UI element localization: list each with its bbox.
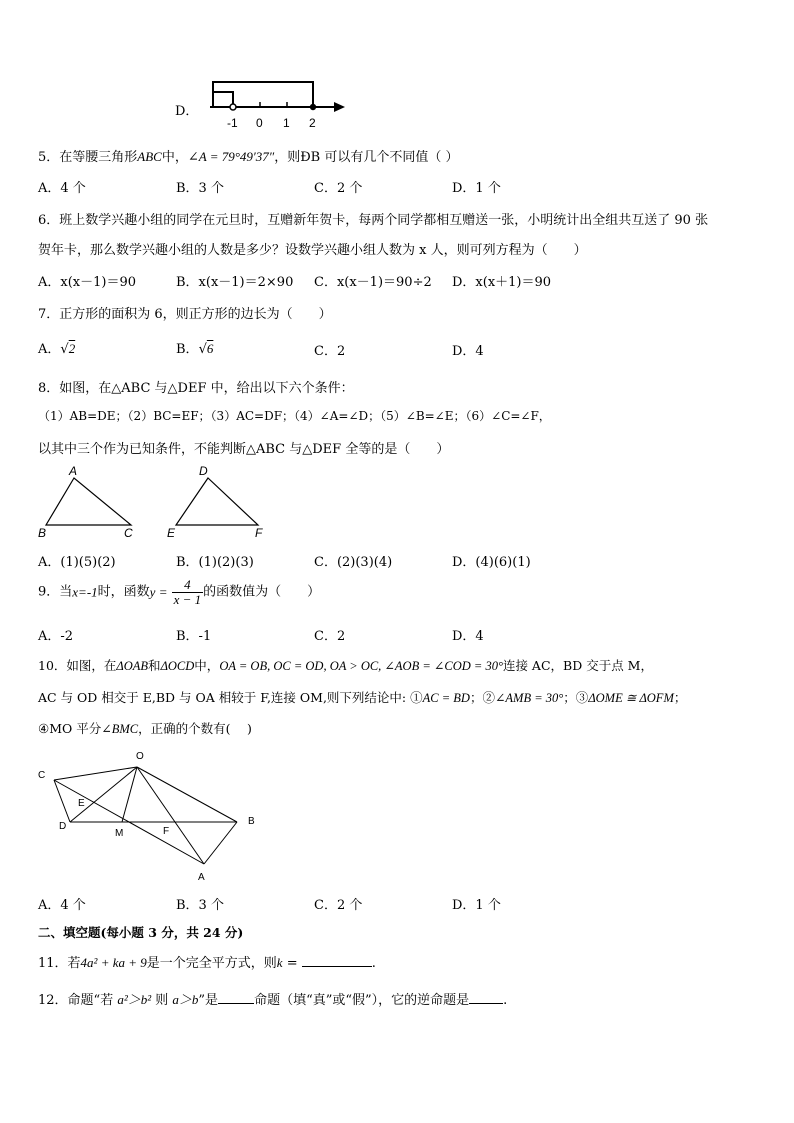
q6-stem-line1: 6．班上数学兴趣小组的同学在元旦时，互赠新年贺卡，每两个同学都相互赠送一张，小明统计出全组共互送了 90 张 bbox=[38, 213, 709, 228]
q5-option-c[interactable]: C．2 个 bbox=[314, 181, 363, 196]
point-m: M bbox=[115, 828, 124, 839]
q9-option-b[interactable]: B．-1 bbox=[176, 629, 212, 644]
vertex-f: F bbox=[255, 526, 263, 540]
q8-triangles-figure bbox=[36, 462, 286, 544]
segment-mo bbox=[122, 767, 137, 822]
q5-option-a[interactable]: A．4 个 bbox=[38, 181, 86, 196]
open-point-minus1 bbox=[230, 104, 236, 110]
point-c: C bbox=[38, 770, 46, 781]
tick-label-minus1: -1 bbox=[227, 116, 238, 130]
number-line-arrow-icon bbox=[334, 102, 345, 112]
q6-option-c[interactable]: C．x(x－1)＝90÷2 bbox=[314, 275, 432, 290]
q9-fraction: $\frac{4}{x - 1}$ bbox=[173, 577, 202, 607]
q10-figure bbox=[32, 746, 264, 886]
q6-option-d[interactable]: D．x(x＋1)＝90 bbox=[452, 275, 552, 290]
tick-label-0: 0 bbox=[256, 116, 263, 130]
q7-option-b[interactable]: B．√6 bbox=[176, 341, 214, 357]
q11-stem: 11．若4a² + ka + 9是一个完全平方式，则k = . bbox=[38, 955, 376, 971]
q8-stem-line3: 以其中三个作为已知条件，不能判断△ABC 与△DEF 全等的是（ ） bbox=[38, 442, 450, 457]
segment-cd bbox=[54, 780, 70, 822]
q8-option-b[interactable]: B．(1)(2)(3) bbox=[176, 555, 254, 570]
q6-option-a[interactable]: A．x(x－1)＝90 bbox=[38, 275, 137, 290]
vertex-a: A bbox=[69, 464, 78, 478]
point-b: B bbox=[248, 816, 255, 827]
vertex-b: B bbox=[38, 526, 47, 540]
q8-stem-line1: 8．如图，在△ABC 与△DEF 中，给出以下六个条件： bbox=[38, 381, 354, 396]
segment-oa bbox=[137, 767, 204, 864]
q5-option-d[interactable]: D．1 个 bbox=[452, 181, 501, 196]
q5-option-b[interactable]: B．3 个 bbox=[176, 181, 224, 196]
triangle-def bbox=[176, 478, 258, 525]
q12-answer-blank-2[interactable] bbox=[469, 991, 503, 1004]
q10-stem-line1: 10．如图，在ΔOAB和ΔOCD中，OA = OB, OC = OD, OA > OC, ∠AOB = ∠COD = 30°连接 AC，BD 交于点 M， bbox=[38, 658, 653, 673]
tick-label-2: 2 bbox=[309, 116, 316, 130]
q7-option-d[interactable]: D．4 bbox=[452, 344, 484, 359]
q10-stem-line3: ④MO 平分∠BMC，正确的个数有( ) bbox=[38, 721, 252, 736]
tick-label-1: 1 bbox=[283, 116, 290, 130]
point-a: A bbox=[198, 872, 205, 883]
section2-heading: 二、填空题(每小题 3 分，共 24 分) bbox=[38, 925, 244, 940]
q10-stem-line2: AC 与 OD 相交于 E,BD 与 OA 相较于 F,连接 OM,则下列结论中: ①AC = BD；②∠AMB = 30°；③ΔOME ≅ ΔOFM； bbox=[38, 690, 687, 705]
q10-option-b[interactable]: B．3 个 bbox=[176, 898, 224, 913]
q8-conditions: （1）AB=DE；（2）BC=EF；（3）AC=DF；（4）∠A=∠D；（5）∠B=∠E；（6）∠C=∠F， bbox=[38, 409, 551, 423]
vertex-c: C bbox=[124, 526, 133, 540]
q8-option-c[interactable]: C．(2)(3)(4) bbox=[314, 555, 393, 570]
segment-ab bbox=[204, 822, 237, 864]
sqrt-icon: √ bbox=[60, 342, 69, 357]
q12-answer-blank-1[interactable] bbox=[218, 991, 254, 1004]
q9-option-a[interactable]: A．-2 bbox=[38, 629, 74, 644]
point-o: O bbox=[136, 751, 144, 762]
q8-option-d[interactable]: D．(4)(6)(1) bbox=[452, 555, 531, 570]
q11-answer-blank[interactable] bbox=[302, 954, 372, 967]
sqrt-icon: √ bbox=[198, 342, 207, 357]
q7-option-a[interactable]: A．√2 bbox=[38, 341, 76, 357]
point-d: D bbox=[59, 821, 67, 832]
q9-option-c[interactable]: C．2 bbox=[314, 629, 346, 644]
q10-option-c[interactable]: C．2 个 bbox=[314, 898, 363, 913]
point-e: E bbox=[78, 798, 85, 809]
q6-option-b[interactable]: B．x(x－1)＝2×90 bbox=[176, 275, 294, 290]
q9-stem: 9．当x=-1时，函数y = $\frac{4}{x - 1}$ 的函数值为（ ） bbox=[38, 577, 321, 607]
vertex-e: E bbox=[167, 526, 176, 540]
q8-option-a[interactable]: A．(1)(5)(2) bbox=[38, 555, 116, 570]
triangle-abc bbox=[46, 478, 131, 525]
segment-ob bbox=[137, 767, 237, 822]
q10-option-a[interactable]: A．4 个 bbox=[38, 898, 86, 913]
q6-stem-line2: 贺年卡，那么数学兴趣小组的人数是多少？设数学兴趣小组人数为 x 人，则可列方程为（ ） bbox=[38, 243, 587, 258]
segment-co bbox=[54, 767, 137, 780]
vertex-d: D bbox=[199, 464, 208, 478]
q10-option-d[interactable]: D．1 个 bbox=[452, 898, 501, 913]
q12-stem: 12．命题“若 a²＞b² 则 a＞b”是 命题（填“真”或“假”），它的逆命题是 . bbox=[38, 992, 508, 1008]
q7-option-c[interactable]: C．2 bbox=[314, 344, 346, 359]
q7-stem: 7．正方形的面积为 6，则正方形的边长为（ ） bbox=[38, 307, 332, 322]
q4-option-d-label: D． bbox=[175, 104, 199, 119]
bracket-ray-right bbox=[213, 82, 313, 107]
q4-number-line-figure bbox=[205, 78, 355, 132]
closed-point-2 bbox=[310, 104, 316, 110]
q5-stem: 5．在等腰三角形ABC中，∠A = 79°49′37″，则ÐB 可以有几个不同值（ ） bbox=[38, 149, 459, 165]
q9-option-d[interactable]: D．4 bbox=[452, 629, 484, 644]
point-f: F bbox=[163, 826, 170, 837]
